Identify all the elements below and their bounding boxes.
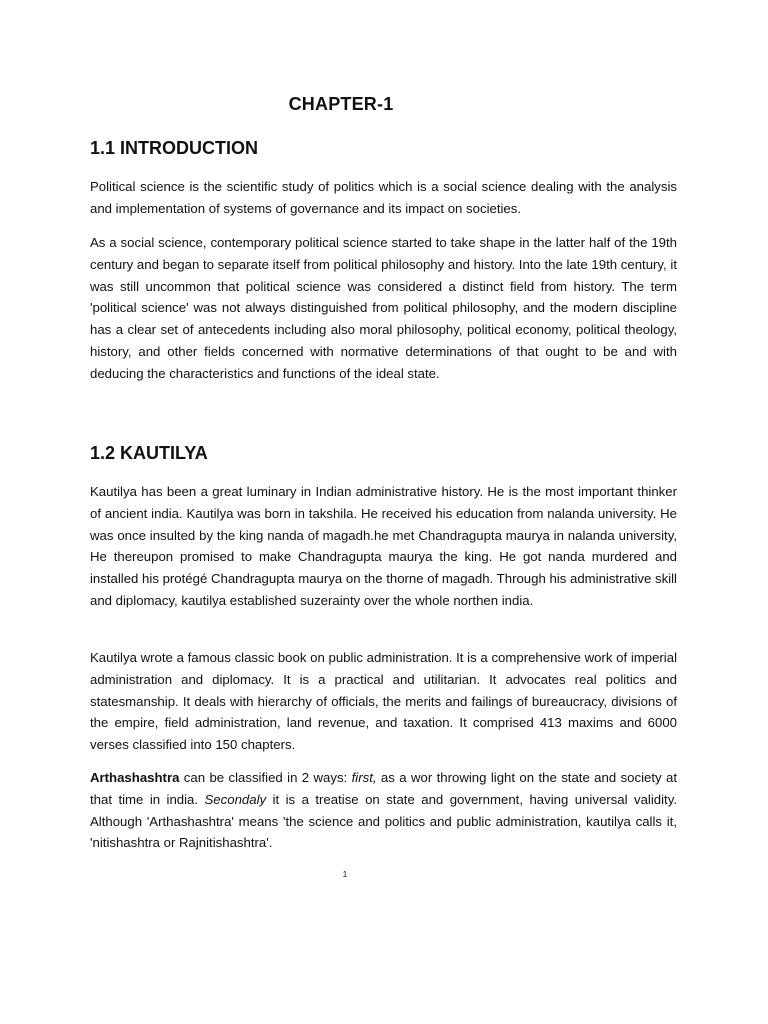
arthashashtra-secondaly: Secondaly (204, 791, 267, 807)
arthashashtra-first: first, (351, 770, 377, 785)
intro-paragraph-1: Political science is the scientific study of politics which is a social science dealing with the analysis and implementation of systems of governance and its impact on societies. (90, 179, 677, 216)
kautilya-paragraph-1: Kautilya has been a great luminary in Indian administrative history. He is the most important thinker of ancient india. Kautilya was born in takshila. He received his education from nalanda university. He was once insulted by the king nanda of magadh.he met Chandragupta maurya in nalanda university, He thereupon promised to make Chandragupta maurya the king. He got nanda murdered and installed his protégé Chandragupta maurya on the thorne of magadh. Through his administrative skill and diplomacy, kautilya established suzerainty over the whole northen india. (90, 484, 677, 608)
chapter-title: CHAPTER-1 (288, 94, 394, 114)
arthashashtra-text-2: as a wor throwing light on the state and society at that time in india. (90, 770, 677, 807)
arthashashtra-paragraph (90, 767, 677, 854)
intro-paragraph-2: As a social science, contemporary political science started to take shape in the latter half of the 19th century and began to separate itself from political philosophy and history. Into the late 19th century, it was still uncommon that political science was considered a distinct field from history. The term 'political science' was not always distinguished from political philosophy, and the modern discipline has a clear set of antecedents including also moral philosophy, political economy, political theology, history, and other fields concerned with normative determinations of that ought to be and with deducing the characteristics and functions of the ideal state. (90, 235, 677, 381)
section-heading-kautilya: 1.2 KAUTILYA (90, 443, 208, 463)
arthashashtra-text-3: it is a treatise on state and government, having universal validity. Although 'Arthashashtra' means 'the science and politics and public administration, kautilya calls it, 'nitishashtra or Rajnitishashtra'. (90, 791, 677, 851)
section-heading-introduction: 1.1 INTRODUCTION (90, 138, 259, 158)
kautilya-paragraph-2: Kautilya wrote a famous classic book on public administration. It is a comprehensive work of imperial administration and diplomacy. It is a practical and utilitarian. It advocates real politics and statesmanship. It deals with hierarchy of officials, the merits and failings of bureaucracy, divisions of the empire, field administration, land revenue, and taxation. It comprised 413 maxims and 6000 verses classified into 150 chapters. (90, 650, 677, 753)
arthashashtra-text-1: can be classified in 2 ways: (179, 770, 352, 785)
arthashashtra-term: Arthashashtra (90, 770, 180, 785)
page-number: 1 (342, 870, 348, 879)
